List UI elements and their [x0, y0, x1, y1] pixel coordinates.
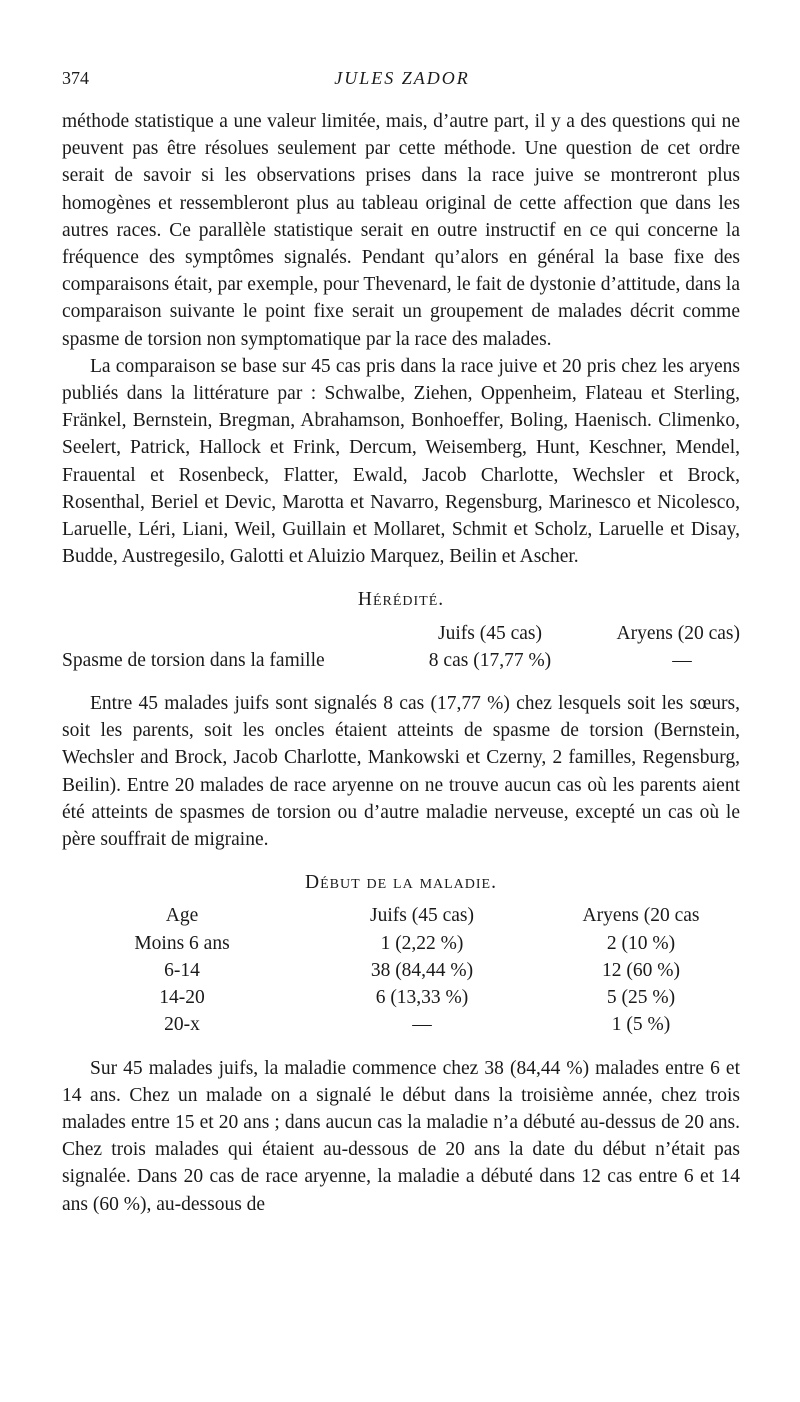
table-row [62, 984, 740, 1011]
table-row [62, 902, 740, 929]
table-cell: 6 (13,33 %) [375, 987, 469, 1009]
table-cell: — [672, 649, 692, 671]
column-header: Juifs (45 cas) [438, 622, 542, 644]
table-cell: 6-14 [164, 959, 200, 981]
table-cell: 1 (5 %) [611, 1014, 671, 1036]
table-row [62, 930, 740, 957]
paragraph-3: Entre 45 malades juifs sont signalés 8 cas (17,77 %) chez lesquels soit les sœurs, soit les parents, soit les oncles étaient atteints de spasme de torsion (Bernstein, Wechsler and Brock, Jacob Charlotte, Mankowski et Czerny, 2 familles, Regensburg, Beilin). Entre 20 malades de race aryenne on ne trouve aucun cas où les parents aient été atteints de spasmes de torsion ou d’autre maladie nerveuse, excepté un cas où le père souffrait de migraine. [62, 693, 740, 851]
table-cell: 14-20 [159, 987, 205, 1009]
running-header [62, 68, 742, 92]
heredite-table [62, 620, 740, 674]
table-cell: 8 cas (17,77 %) [428, 649, 552, 671]
heredite-heading: Hérédité. [357, 589, 445, 611]
table-row [62, 620, 740, 647]
row-label: Spasme de torsion dans la famille [62, 649, 325, 671]
table-cell: 2 (10 %) [606, 932, 676, 954]
paragraph-2: La comparaison se base sur 45 cas pris dans la race juive et 20 pris chez les aryens publiés dans la littérature par : Schwalbe, Ziehen, Oppenheim, Flateau et Sterling, Fränkel, Bernstein, Bregman, Abrahamson, Bonhoeffer, Boling, Haenisch. Climenko, Seelert, Patrick, Hallock et Frink, Dercum, Weisemberg, Hunt, Keschner, Mendel, Frauental et Rosenbeck, Flatter, Ewald, Jacob Charlotte, Wechsler et Brock, Rosenthal, Beriel et Devic, Marotta et Navarro, Regensburg, Marinesco et Nicolesco, Laruelle, Léri, Liani, Weil, Guillain et Mollaret, Schmit et Scholz, Laruelle et Disay, Budde, Austregesilo, Galotti et Aluizio Marquez, Beilin et Ascher. [62, 355, 740, 568]
paragraph-1: méthode statistique a une valeur limitée, mais, d’autre part, il y a des questions qui ne peuvent pas être résolues seulement par cette méthode. Une question de cet ordre serait de savoir si les observations prises dans la race juive se montreront plus homogènes et ressembleront plus au tableau original de cette affection que dans les autres races. Ce parallèle statistique serait en outre instructif en ce qui concerne la fréquence des symptômes signalés. Pendant qu’alors en général la base fixe des comparaisons était, par exemple, pour Thevenard, le fait de dystonie d’attitude, dans la comparaison suivante le point fixe serait un groupement de malades décrit comme spasme de torsion non symptomatique par la race des malades. [62, 111, 740, 350]
column-header: Aryens (20 cas [582, 905, 700, 927]
table-row [62, 1011, 740, 1038]
table-cell: 5 (25 %) [606, 987, 676, 1009]
table-cell: 38 (84,44 %) [370, 959, 474, 981]
table-row [62, 957, 740, 984]
debut-table [62, 902, 740, 1038]
paragraph-4: Sur 45 malades juifs, la maladie commence chez 38 (84,44 %) malades entre 6 et 14 ans. Chez un malade on a signalé le début dans la troisième année, chez trois malades entre 15 et 20 ans ; dans aucun cas la maladie n’a débuté au-dessus de 20 ans. Chez trois malades qui étaient au-dessous de 20 ans la date du début n’était pas signalée. Dans 20 cas de race aryenne, la maladie a débuté dans 12 cas entre 6 et 14 ans (60 %), au-dessous de [62, 1057, 740, 1215]
page-number: 374 [62, 68, 89, 88]
table-cell: Moins 6 ans [134, 932, 230, 954]
column-header: Age [165, 905, 199, 927]
table-cell: — [412, 1014, 432, 1036]
column-header: Juifs (45 cas) [370, 905, 474, 927]
table-cell: 1 (2,22 %) [380, 932, 464, 954]
table-row [62, 647, 740, 674]
debut-heading: Début de la maladie. [304, 872, 497, 894]
table-cell: 20-x [164, 1014, 200, 1036]
body-text [62, 108, 740, 1218]
running-title: JULES ZADOR [334, 68, 470, 88]
table-cell: 12 (60 %) [602, 959, 680, 981]
column-header: Aryens (20 cas) [616, 622, 740, 644]
